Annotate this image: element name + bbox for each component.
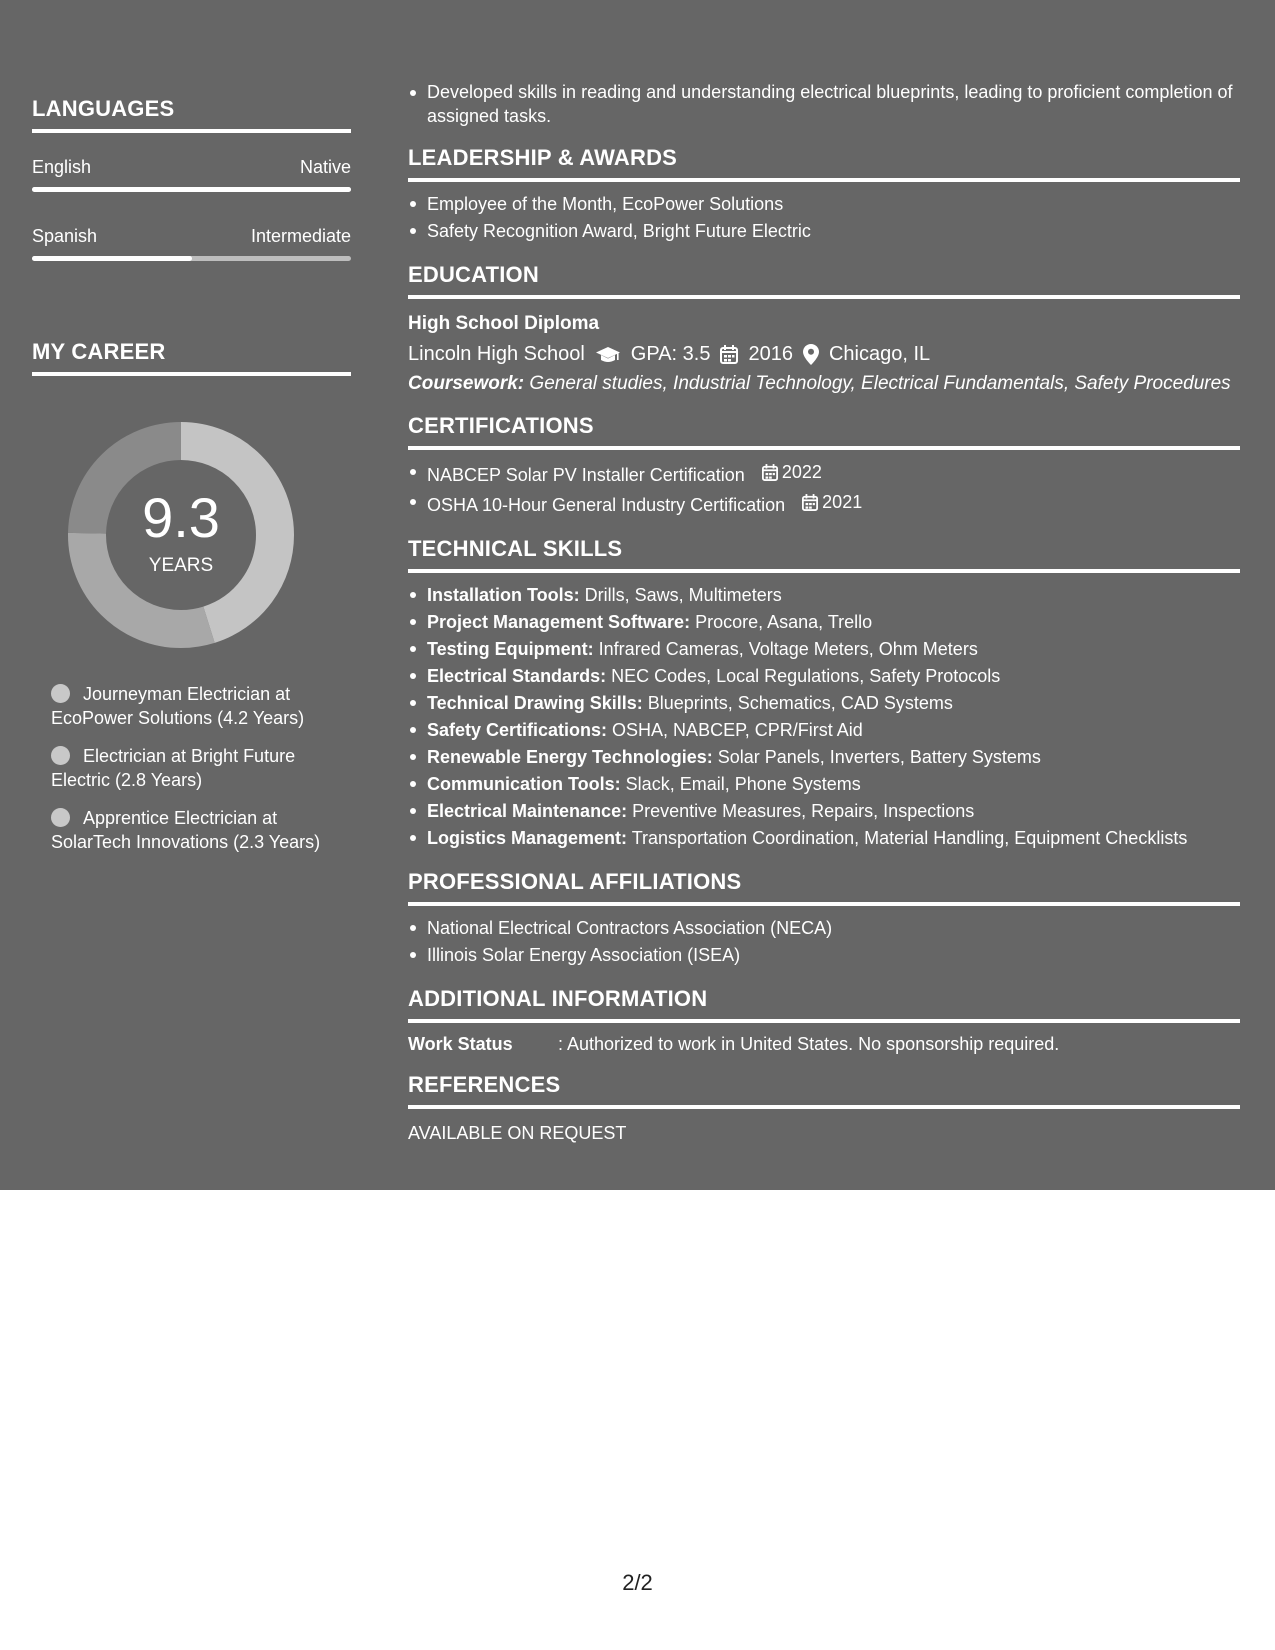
language-bar [32,187,351,192]
language-item-english [32,157,351,192]
language-bar-fill [32,187,351,192]
affiliation-item: National Electrical Contractors Association (NECA) [427,915,1240,942]
calendar-icon [720,345,738,364]
experience-tail-list [408,80,1240,128]
language-bar-fill [32,256,192,261]
certifications-section [408,413,1240,519]
left-column [32,96,351,868]
skills-section [408,536,1240,852]
career-donut-chart [66,420,296,650]
language-name: English [32,157,92,177]
education-section [408,262,1240,396]
references-text: AVAILABLE ON REQUEST [408,1123,627,1143]
affiliations-title: PROFESSIONAL AFFILIATIONS [408,869,1240,906]
skill-item: Safety Certifications: OSHA, NABCEP, CPR/First Aid [427,717,1240,744]
career-dot-icon [51,746,70,765]
career-dot-icon [51,684,70,703]
certification-item [427,459,1240,489]
education-gpa: GPA: 3.5 [630,343,711,365]
additional-section [408,986,1240,1055]
education-coursework: Coursework: General studies, Industrial Technology, Electrical Fundamentals, Safety Procedures [408,373,1231,394]
certifications-title: CERTIFICATIONS [408,413,1240,450]
skill-item: Communication Tools: Slack, Email, Phone Systems [427,771,1240,798]
affiliations-section [408,869,1240,969]
additional-title: ADDITIONAL INFORMATION [408,986,1240,1023]
affiliation-item: Illinois Solar Energy Association (ISEA) [427,942,1240,969]
page-number: 2/2 [622,1570,653,1595]
affiliations-list [408,915,1240,969]
skill-item: Electrical Standards: NEC Codes, Local Regulations, Safety Protocols [427,663,1240,690]
experience-bullet: Developed skills in reading and understanding electrical blueprints, leading to proficient completion of assigned tasks. [427,80,1240,128]
career-item: Electrician at Bright Future Electric (2.8 Years) [51,746,296,790]
skills-title: TECHNICAL SKILLS [408,536,1240,573]
skill-item: Project Management Software: Procore, Asana, Trello [427,609,1240,636]
career-list [51,682,321,854]
leadership-item: Employee of the Month, EcoPower Solutions [427,191,1240,218]
certification-year: 2022 [781,462,822,482]
work-status-row [408,1034,1240,1055]
leadership-title: LEADERSHIP & AWARDS [408,145,1240,182]
location-pin-icon [803,344,819,365]
skills-list [408,582,1240,852]
skill-item: Logistics Management: Transportation Coordination, Material Handling, Equipment Checklists [427,825,1240,852]
references-section [408,1072,1240,1144]
leadership-item: Safety Recognition Award, Bright Future Electric [427,218,1240,245]
languages-title: LANGUAGES [32,96,351,133]
career-dot-icon [51,808,70,827]
certification-name: OSHA 10-Hour General Industry Certification [427,495,786,515]
language-name: Spanish [32,226,98,246]
education-degree: High School Diploma [408,313,600,334]
language-level: Intermediate [250,226,351,246]
language-item-spanish [32,226,351,261]
calendar-icon [762,464,778,481]
skill-item: Testing Equipment: Infrared Cameras, Voltage Meters, Ohm Meters [427,636,1240,663]
graduation-cap-icon [595,345,621,365]
references-title: REFERENCES [408,1072,1240,1109]
certification-year: 2021 [822,492,863,512]
education-details [408,343,1240,366]
career-item: Apprentice Electrician at SolarTech Innovations (2.3 Years) [51,808,321,852]
work-status-value: : Authorized to work in United States. No sponsorship required. [558,1034,1060,1054]
skill-item: Technical Drawing Skills: Blueprints, Schematics, CAD Systems [427,690,1240,717]
language-bar [32,256,351,261]
career-title: MY CAREER [32,339,351,376]
certification-item [427,489,1240,519]
certification-name: NABCEP Solar PV Installer Certification [427,465,745,485]
certifications-list [408,459,1240,519]
right-column [408,80,1240,1144]
education-location: Chicago, IL [828,343,931,365]
career-years-unit: YEARS [148,555,214,576]
language-level: Native [299,157,351,177]
leadership-list [408,191,1240,245]
education-title: EDUCATION [408,262,1240,299]
skill-item: Renewable Energy Technologies: Solar Panels, Inverters, Battery Systems [427,744,1240,771]
skill-item: Electrical Maintenance: Preventive Measures, Repairs, Inspections [427,798,1240,825]
calendar-icon [802,494,818,511]
education-year: 2016 [748,343,793,365]
career-total-years: 9.3 [142,486,220,549]
work-status-label: Work Status [408,1034,513,1054]
career-item: Journeyman Electrician at EcoPower Solutions (4.2 Years) [51,684,305,728]
skill-item: Installation Tools: Drills, Saws, Multimeters [427,582,1240,609]
leadership-section [408,145,1240,245]
education-school: Lincoln High School [408,343,585,365]
